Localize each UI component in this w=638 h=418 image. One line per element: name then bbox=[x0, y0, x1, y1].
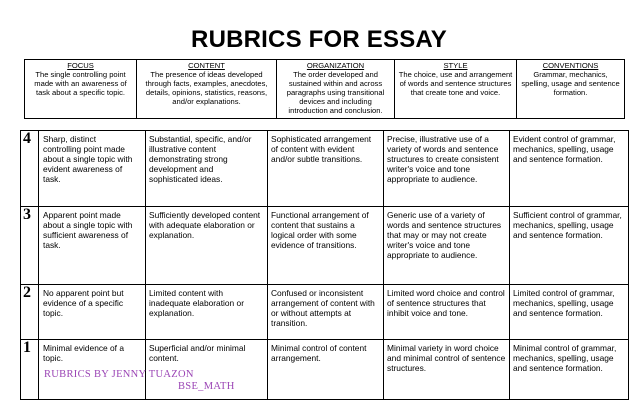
criteria-description: The order developed and sustained within and across paragraphs using transitional devices and including introduction and conclusion. bbox=[286, 70, 385, 115]
style-cell: Precise, illustrative use of a variety of words and sentence structures to create consistent writer's voice and tone appropriate to audience. bbox=[384, 131, 510, 207]
content-cell: Superficial and/or minimal content. bbox=[146, 340, 268, 400]
score-cell: 4 bbox=[21, 131, 39, 207]
content-cell: Sufficiently developed content with adequate elaboration or explanation. bbox=[146, 207, 268, 285]
criteria-heading: CONTENT bbox=[188, 61, 225, 70]
rubric-row-3 bbox=[21, 207, 629, 285]
criteria-description: Grammar, mechanics, spelling, usage and sentence formation. bbox=[521, 70, 620, 97]
focus-cell: No apparent point but evidence of a specific topic. bbox=[39, 285, 146, 340]
focus-cell: Minimal evidence of a topic. bbox=[39, 340, 146, 400]
conventions-cell: Minimal control of grammar, mechanics, spelling, usage and sentence formation. bbox=[510, 340, 629, 400]
style-cell: Generic use of a variety of words and sentence structures that may or may not create writer's voice and tone appropriate to audience. bbox=[384, 207, 510, 285]
criteria-style bbox=[395, 60, 517, 119]
style-cell: Minimal variety in word choice and minimal control of sentence structures. bbox=[384, 340, 510, 400]
criteria-heading: FOCUS bbox=[67, 61, 94, 70]
page-title: RUBRICS FOR ESSAY bbox=[191, 26, 447, 53]
focus-cell: Sharp, distinct controlling point made about a single topic with evident awareness of task. bbox=[39, 131, 146, 207]
rubric-row-2 bbox=[21, 285, 629, 340]
criteria-heading: ORGANIZATION bbox=[306, 61, 365, 70]
organization-cell: Sophisticated arrangement of content with evident and/or subtle transitions. bbox=[268, 131, 384, 207]
content-cell: Substantial, specific, and/or illustrative content demonstrating strong development and sophisticated ideas. bbox=[146, 131, 268, 207]
rubric-table bbox=[20, 130, 629, 400]
criteria-description: The single controlling point made with an awareness of task about a specific topic. bbox=[34, 70, 127, 97]
rubric-row-4 bbox=[21, 131, 629, 207]
content-cell: Limited content with inadequate elaboration or explanation. bbox=[146, 285, 268, 340]
criteria-description: The presence of ideas developed through facts, examples, anecdotes, details, opinions, statistics, reasons, and/or explanations. bbox=[145, 70, 268, 106]
watermark-author: RUBRICS BY JENNY TUAZON bbox=[44, 369, 194, 380]
criteria-conventions bbox=[517, 60, 625, 119]
organization-cell: Confused or inconsistent arrangement of content with or without attempts at transition. bbox=[268, 285, 384, 340]
criteria-content bbox=[137, 60, 277, 119]
criteria-header-table bbox=[24, 59, 625, 119]
watermark-course: BSE_MATH bbox=[178, 381, 235, 392]
criteria-description: The choice, use and arrangement of words and sentence structures that create tone and voice. bbox=[398, 70, 513, 97]
criteria-organization bbox=[277, 60, 395, 119]
conventions-cell: Sufficient control of grammar, mechanics, spelling, usage and sentence formation. bbox=[510, 207, 629, 285]
criteria-heading: STYLE bbox=[443, 61, 468, 70]
conventions-cell: Limited control of grammar, mechanics, spelling, usage and sentence formation. bbox=[510, 285, 629, 340]
organization-cell: Minimal control of content arrangement. bbox=[268, 340, 384, 400]
score-cell: 1 bbox=[21, 340, 39, 400]
conventions-cell: Evident control of grammar, mechanics, spelling, usage and sentence formation. bbox=[510, 131, 629, 207]
style-cell: Limited word choice and control of sentence structures that inhibit voice and tone. bbox=[384, 285, 510, 340]
criteria-focus bbox=[25, 60, 137, 119]
criteria-heading: CONVENTIONS bbox=[542, 61, 599, 70]
focus-cell: Apparent point made about a single topic with sufficient awareness of task. bbox=[39, 207, 146, 285]
organization-cell: Functional arrangement of content that sustains a logical order with some evidence of transitions. bbox=[268, 207, 384, 285]
score-cell: 2 bbox=[21, 285, 39, 340]
score-cell: 3 bbox=[21, 207, 39, 285]
